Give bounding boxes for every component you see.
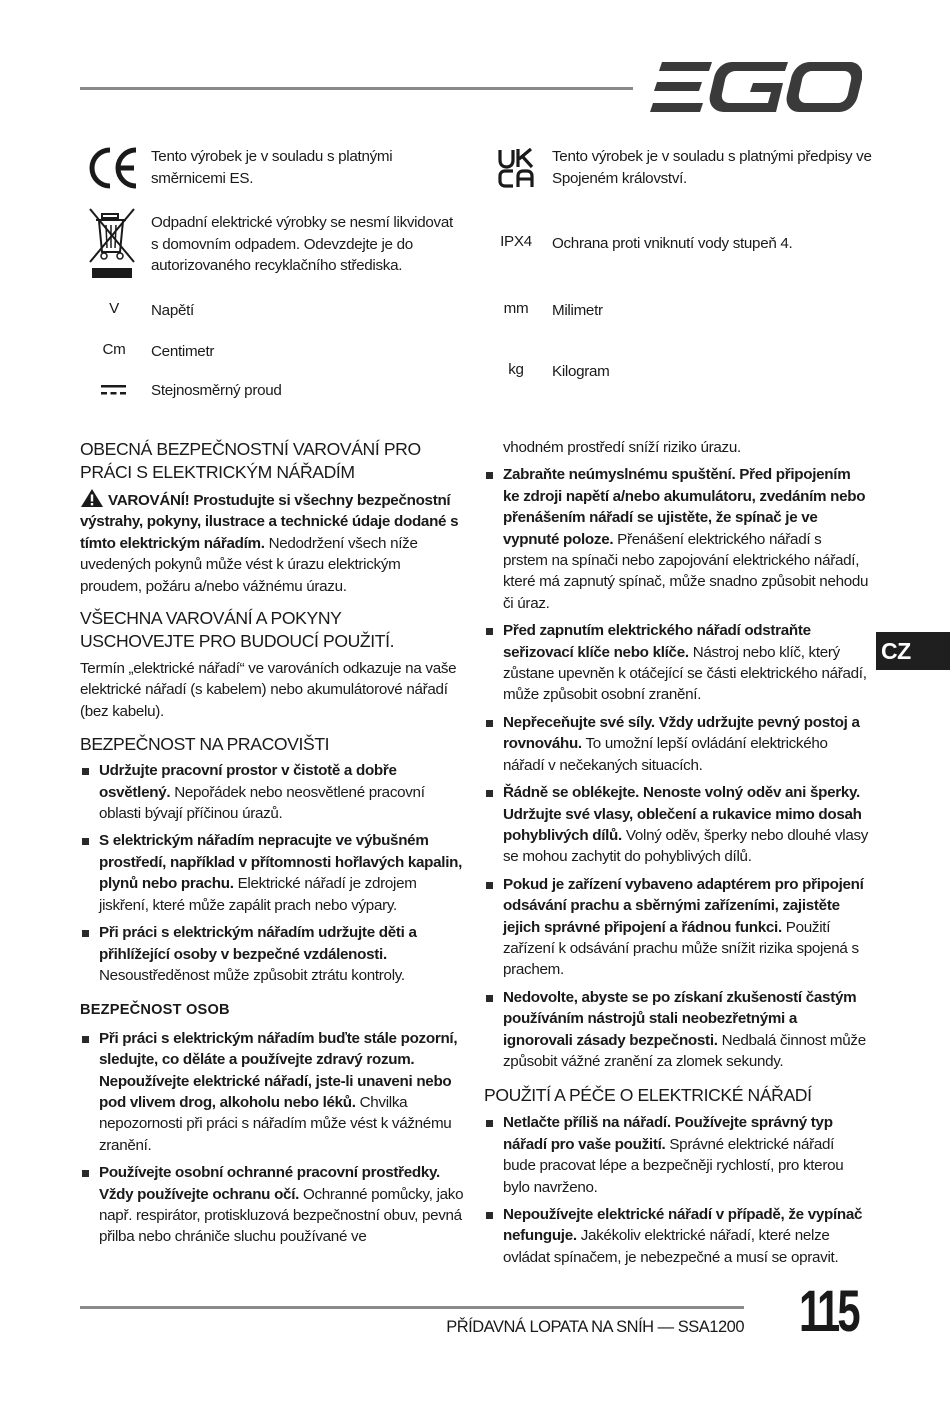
list-item-bold: Netlačte příliš na nářadí. Používejte správný typ nářadí pro vaše použití. <box>503 1114 833 1153</box>
list-item-bold: S elektrickým nářadím nepracujte ve výbušném prostředí, například v přítomnosti hořlavých kapalin, plynů nebo prachu. <box>99 832 463 893</box>
list-item-bold: Při práci s elektrickým nářadím udržujte děti a přihlížející osoby v bezpečné vzdálenosti. <box>99 924 417 963</box>
list-item <box>80 922 465 986</box>
right-column <box>484 437 869 1268</box>
list-item-bold: Nedovolte, abyste se po získaní zkušeností častým používáním nástrojů stali neobezřetnými a ignorovali zásady bezpečnosti. <box>503 988 857 1049</box>
list-item <box>484 1204 869 1268</box>
symbol-ipx4: IPX4 <box>500 233 532 250</box>
symbol-text-millimeter: Milimetr <box>552 302 603 319</box>
personal-list <box>80 1028 465 1248</box>
list-item-bold: Zabraňte neúmyslnému spuštění. Před připojením ke zdroji napětí a/nebo akumulátoru, zvedáním nebo přenášením nářadí se ujistěte, že spínač je ve vypnuté poloze. <box>503 466 866 548</box>
ego-logo-icon <box>650 62 862 112</box>
heading-personal-safety: BEZPEČNOST OSOB <box>80 1002 230 1019</box>
list-item-bold: Řádně se oblékejte. Nenoste volný oděv ani šperky. Udržujte své vlasy, oblečení a rukavice mimo dosah pohyblivých dílů. <box>503 784 862 844</box>
list-item-bold: Při práci s elektrickým nářadím buďte stále pozorní, sledujte, co děláte a používejte zdravý rozum. Nepoužívejte elektrické nářadí, jste-li unaveni nebo pod vlivem drog, alkoholu nebo léků. <box>99 1029 458 1111</box>
list-item <box>484 1112 869 1198</box>
warning-paragraph <box>80 488 465 597</box>
symbol-text-kilogram: Kilogram <box>552 363 610 380</box>
page-number: 115 <box>799 1279 858 1344</box>
list-item <box>80 760 465 824</box>
list-item-bold: Používejte osobní ochranné pracovní prostředky. Vždy používejte ochranu očí. <box>99 1164 440 1203</box>
language-tab: CZ <box>876 632 950 670</box>
footer-rule <box>80 1306 744 1309</box>
heading-workplace-safety: BEZPEČNOST NA PRACOVIŠTI <box>80 734 330 755</box>
ukca-mark-icon <box>497 148 535 188</box>
list-item-bold: Před zapnutím elektrického nářadí odstraňte seřizovací klíče nebo klíče. <box>503 622 811 661</box>
direct-current-icon <box>100 382 128 398</box>
symbol-text-weee: Odpadní elektrické výrobky se nesmí likvidovat s domovním odpadem. Odevzdejte je do autorizovaného recyklačního střediska. <box>151 214 453 274</box>
list-item-text: To umožní lepší ovládání elektrického nářadí v nečekaných situacích. <box>503 735 828 774</box>
list-item <box>80 830 465 916</box>
workplace-list <box>80 760 465 986</box>
list-item-text: Ochranné pomůcky, jako např. respirátor, protiskluzová bezpečnostní obuv, pevná přilba nebo chrániče sluchu používané ve <box>99 1185 464 1246</box>
personal-list-continued <box>484 464 869 1072</box>
symbol-text-ce: Tento výrobek je v souladu s platnými směrnicemi ES. <box>151 148 393 187</box>
list-item <box>484 620 869 706</box>
symbol-text-dc: Stejnosměrný proud <box>151 382 282 399</box>
list-item <box>484 712 869 776</box>
list-item <box>484 874 869 981</box>
symbol-text-ipx4: Ochrana proti vniknutí vody stupeň 4. <box>552 235 793 252</box>
heading-use-and-care: POUŽITÍ A PÉČE O ELEKTRICKÉ NÁŘADÍ <box>484 1085 812 1106</box>
continuation-text: vhodném prostředí sníží riziko úrazu. <box>503 439 741 456</box>
header-rule <box>80 87 633 90</box>
use-care-list <box>484 1112 869 1268</box>
weee-bin-icon <box>86 206 140 280</box>
list-item-text: Elektrické nářadí je zdrojem jiskření, které může zapálit prach nebo výpary. <box>99 875 417 914</box>
symbol-text-voltage: Napětí <box>151 302 194 319</box>
symbol-kilogram: kg <box>508 361 524 378</box>
list-item-bold: Nepoužívejte elektrické nářadí v případě, že vypínač nefunguje. <box>503 1206 863 1245</box>
symbol-text-ukca: Tento výrobek je v souladu s platnými předpisy ve Spojeném království. <box>552 148 872 187</box>
ce-mark-icon <box>84 146 144 190</box>
list-item-text: Přenášení elektrického nářadí s prstem na spínači nebo zapojování elektrického nářadí, které má zapnutý spínač, může snadno způsobit nehodu či úraz. <box>503 530 869 612</box>
symbol-text-centimeter: Centimetr <box>151 343 215 360</box>
list-item-bold: Nepřeceňujte své síly. Vždy udržujte pevný postoj a rovnováhu. <box>503 713 860 753</box>
symbol-millimeter: mm <box>503 300 529 317</box>
list-item-bold: Udržujte pracovní prostor v čistotě a dobře osvětlený. <box>99 762 397 801</box>
list-item-text: Nedbalá činnost může způsobit vážné zranění za zlomek sekundy. <box>503 1031 866 1070</box>
list-item-text: Nesoustředěnost může způsobit ztrátu kontroly. <box>99 966 405 984</box>
list-item-text: Použití zařízení k odsávání prachu může snížit rizika spojená s prachem. <box>503 918 859 979</box>
list-item-text: Nástroj nebo klíč, který zůstane upevněn k otáčející se části elektrického nářadí, může způsobit osobní zranění. <box>503 643 867 704</box>
heading-keep-warnings: VŠECHNA VAROVÁNÍ A POKYNY USCHOVEJTE PRO BUDOUCÍ POUŽITÍ. <box>80 608 395 652</box>
warning-triangle-icon <box>80 488 104 508</box>
list-item-text: Nepořádek nebo neosvětlené pracovní oblasti bývají příčinou úrazů. <box>99 783 425 823</box>
list-item <box>80 1028 465 1156</box>
list-item-text: Jakékoliv elektrické nářadí, které nelze ovládat spínačem, je nebezpečné a musí se opravit. <box>503 1227 839 1266</box>
symbol-centimeter: Cm <box>102 341 126 358</box>
heading-general-warnings: OBECNÁ BEZPEČNOSTNÍ VAROVÁNÍ PRO PRÁCI S ELEKTRICKÝM NÁŘADÍM <box>80 439 421 482</box>
term-paragraph: Termín „elektrické nářadí“ ve varováních odkazuje na vaše elektrické nářadí (s kabelem) nebo akumulátorové nářadí (bez kabelu). <box>80 660 457 720</box>
list-item-text: Správné elektrické nářadí bude pracovat lépe a bezpečněji rychlostí, pro kterou bylo navrženo. <box>503 1135 844 1196</box>
list-item-text: Chvilka nepozornosti při práci s nářadím může vést k vážnému zranění. <box>99 1093 452 1154</box>
warning-bold-text: VAROVÁNÍ! Prostudujte si všechny bezpečnostní výstrahy, pokyny, ilustrace a technické údaje dodané s tímto elektrickým nářadím. <box>80 492 459 552</box>
list-item-text: Volný oděv, šperky nebo dlouhé vlasy se mohou zachytit do pohyblivých dílů. <box>503 826 869 866</box>
list-item <box>484 782 869 868</box>
list-item <box>484 464 869 614</box>
symbol-voltage: V <box>109 300 119 317</box>
footer-title: PŘÍDAVNÁ LOPATA NA SNÍH — SSA1200 <box>446 1318 744 1336</box>
warning-body-text: Nedodržení všech níže uvedených pokynů může vést k úrazu elektrickým proudem, požáru a/nebo vážnému úrazu. <box>80 534 418 595</box>
list-item <box>484 987 869 1073</box>
ego-logo <box>650 62 862 112</box>
left-column <box>80 438 465 1248</box>
list-item-bold: Pokud je zařízení vybaveno adaptérem pro připojení odsávání prachu a sběrnými zařízeními, zajistěte jejich správné připojení a řádnou funkci. <box>503 875 864 936</box>
list-item <box>80 1162 465 1248</box>
